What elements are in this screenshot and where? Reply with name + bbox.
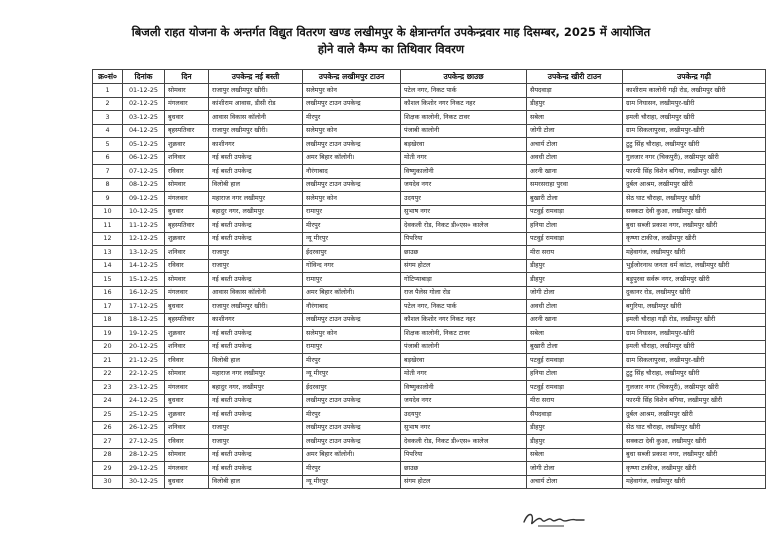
cell-lakhimpur-town: अमर बिहार कॉलोनी। [303,151,401,165]
cell-garhi: बगुरिया, लखीमपुर खीरी [623,300,766,314]
cell-serial: 7 [93,165,123,179]
cell-date: 30-12-25 [123,475,165,489]
cell-kheri-town: अरनी खाना [527,165,623,179]
cell-nai-basti: बहादुर नगर, लखीमपुर [209,205,303,219]
cell-lakhimpur-town: अमर बिहार कॉलोनी। [303,448,401,462]
cell-nai-basti: आवास विकास कॉलोनी [209,111,303,125]
cell-serial: 28 [93,448,123,462]
cell-date: 23-12-25 [123,381,165,395]
cell-date: 05-12-25 [123,138,165,152]
cell-nai-basti: नई बस्ती उपकेन्द्र [209,448,303,462]
cell-date: 08-12-25 [123,178,165,192]
camp-schedule-table [92,69,766,489]
table-row [93,84,766,98]
cell-lakhimpur-town: मीरपुर [303,462,401,476]
cell-serial: 30 [93,475,123,489]
cell-kheri-town: पटवुई रामवाड़ा [527,205,623,219]
cell-nai-basti: नई बस्ती उपकेन्द्र [209,151,303,165]
cell-chhauchh: शिक्षक कालोनी, निकट टावर [401,111,527,125]
cell-chhauchh: कौशल किशोर नगर निकट नहर [401,97,527,111]
cell-serial: 4 [93,124,123,138]
cell-serial: 19 [93,327,123,341]
cell-lakhimpur-town: लखीमपुर टाउन उपकेन्द्र [303,394,401,408]
cell-date: 11-12-25 [123,219,165,233]
cell-lakhimpur-town: लखीमपुर टाउन उपकेन्द्र [303,178,401,192]
cell-garhi: बड़ूपुरवा सर्वरू नगर, लखीमपुर खीरी [623,273,766,287]
cell-lakhimpur-town: न्यू मीरपुर [303,232,401,246]
cell-date: 24-12-25 [123,394,165,408]
cell-date: 19-12-25 [123,327,165,341]
cell-chhauchh: छाउछ [401,246,527,260]
cell-garhi: इमली चौराहा, लखीमपुर खीरी [623,111,766,125]
cell-nai-basti: काशीनगर [209,313,303,327]
cell-nai-basti: महाराज नगर लखीमपुर [209,367,303,381]
table-row [93,205,766,219]
cell-serial: 26 [93,421,123,435]
table-row [93,340,766,354]
cell-kheri-town: हनिया टोला [527,367,623,381]
cell-kheri-town: डीहपुर [527,97,623,111]
table-row [93,354,766,368]
cell-nai-basti: राजापुर [209,421,303,435]
cell-kheri-town: सैयदवाड़ा [527,84,623,98]
cell-chhauchh: सुभाष नगर [401,421,527,435]
title-line-2: होने वाले कैम्प का तिथिवार विवरण [317,42,465,56]
cell-garhi: गुलजार नगर (चिकपुरी), लखीमपुर खीरी [623,151,766,165]
table-row [93,408,766,422]
cell-date: 25-12-25 [123,408,165,422]
cell-serial: 8 [93,178,123,192]
cell-garhi: ग्राम निघासन, लखीमपुर-खीरी [623,327,766,341]
cell-garhi: ग्राम सिकलापुरवा, लखीमपुर-खीरी [623,124,766,138]
cell-garhi: कृष्णा टाकीज, लखीमपुर खीरी [623,462,766,476]
cell-lakhimpur-town: मीरपुर [303,219,401,233]
cell-chhauchh: पंजाबी कालोनी [401,124,527,138]
cell-garhi: टुटु सिंह चौराहा, लखीमपुर खीरी [623,367,766,381]
cell-date: 07-12-25 [123,165,165,179]
cell-garhi: महेवागंज, लखीमपुर खीरी [623,475,766,489]
cell-day: शनिवार [165,246,209,260]
cell-day: शुक्रवार [165,138,209,152]
cell-serial: 22 [93,367,123,381]
cell-nai-basti: राजापुर [209,259,303,273]
cell-serial: 2 [93,97,123,111]
cell-serial: 1 [93,84,123,98]
cell-day: मंगलवार [165,462,209,476]
cell-chhauchh: पिपरिया [401,232,527,246]
cell-kheri-town: सबेला [527,111,623,125]
cell-lakhimpur-town: सलेमपुर कोन [303,84,401,98]
cell-serial: 21 [93,354,123,368]
cell-nai-basti: नई बस्ती उपकेन्द्र [209,462,303,476]
cell-date: 26-12-25 [123,421,165,435]
cell-chhauchh: पिपरिया [401,448,527,462]
cell-chhauchh: उदयपुर [401,408,527,422]
table-row [93,300,766,314]
cell-day: बृहस्पतिवार [165,219,209,233]
cell-chhauchh: सुभाष नगर [401,205,527,219]
cell-lakhimpur-town: रामापुर [303,205,401,219]
cell-day: शुक्रवार [165,327,209,341]
cell-day: सोमवार [165,367,209,381]
cell-garhi: ग्राम सिकलापुरवा, लखीमपुर-खीरी [623,354,766,368]
table-row [93,178,766,192]
header-date: दिनांक [123,70,165,84]
cell-chhauchh: जयदेव नगर [401,394,527,408]
cell-nai-basti: नई बस्ती उपकेन्द्र [209,408,303,422]
cell-lakhimpur-town: मीरपुर [303,408,401,422]
cell-day: रविवार [165,354,209,368]
cell-serial: 20 [93,340,123,354]
cell-date: 10-12-25 [123,205,165,219]
cell-day: रविवार [165,259,209,273]
cell-serial: 10 [93,205,123,219]
cell-day: रविवार [165,165,209,179]
cell-day: बुधवार [165,111,209,125]
header-lakhimpur-town: उपकेन्द्र लखीमपुर टाउन [303,70,401,84]
table-row [93,124,766,138]
cell-serial: 3 [93,111,123,125]
cell-kheri-town: मीरा सराय [527,394,623,408]
cell-kheri-town: जोगी टोला [527,462,623,476]
table-row [93,138,766,152]
cell-kheri-town: पटवुई रामवाड़ा [527,381,623,395]
cell-kheri-town: सबेला [527,448,623,462]
cell-serial: 6 [93,151,123,165]
cell-garhi: सक्कटा देवी कुआ, लखीमपुर खीरी [623,205,766,219]
cell-lakhimpur-town: मीरपुर [303,354,401,368]
cell-chhauchh: मोती नगर [401,151,527,165]
cell-kheri-town: मीरा सराय [527,246,623,260]
cell-lakhimpur-town: ईदरवापुर [303,246,401,260]
cell-day: बुधवार [165,205,209,219]
cell-chhauchh: पटेल नगर, निकट पार्क [401,300,527,314]
cell-serial: 23 [93,381,123,395]
cell-kheri-town: डीहपुर [527,421,623,435]
cell-kheri-town: अवधी टोला [527,300,623,314]
cell-chhauchh: विष्णुकालोनी [401,165,527,179]
cell-kheri-town: जोगी टोला [527,124,623,138]
cell-serial: 17 [93,300,123,314]
cell-day: बृहस्पतिवार [165,124,209,138]
cell-nai-basti: नई बस्ती उपकेन्द्र [209,273,303,287]
cell-lakhimpur-town: लखीमपुर टाउन उपकेन्द्र [303,138,401,152]
cell-chhauchh: संगम होटल [401,475,527,489]
header-chhauchh: उपकेन्द्र छाउछ [401,70,527,84]
table-row [93,475,766,489]
cell-chhauchh: उदयपुर [401,192,527,206]
cell-date: 09-12-25 [123,192,165,206]
cell-chhauchh: देवकली रोड, निकट डी०एस० कालेज [401,219,527,233]
cell-serial: 12 [93,232,123,246]
cell-date: 20-12-25 [123,340,165,354]
table-row [93,232,766,246]
cell-nai-basti: राजापुर [209,435,303,449]
cell-day: सोमवार [165,448,209,462]
cell-chhauchh: पटेल नगर, निकट पार्क [401,84,527,98]
cell-garhi: इमली चौराहा, लखीमपुर खीरी [623,340,766,354]
cell-lakhimpur-town: लखीमपुर टाउन उपकेन्द्र [303,435,401,449]
cell-kheri-town: बुखारी टोला [527,340,623,354]
cell-garhi: ग्राम निघासन, लखीमपुर-खीरी [623,97,766,111]
cell-lakhimpur-town: नौरंगाबाद [303,165,401,179]
cell-nai-basti: नई बस्ती उपकेन्द्र [209,394,303,408]
table-row [93,435,766,449]
cell-lakhimpur-town: सलेमपुर कोन [303,124,401,138]
cell-nai-basti: राजापुर [209,246,303,260]
cell-nai-basti: नई बस्ती उपकेन्द्र [209,327,303,341]
cell-serial: 25 [93,408,123,422]
cell-chhauchh: विष्णुकालोनी [401,381,527,395]
cell-kheri-town: सैयदवाड़ा [527,408,623,422]
cell-lakhimpur-town: रामापुर [303,340,401,354]
cell-day: बुधवार [165,394,209,408]
cell-kheri-town: डीहपुर [527,435,623,449]
cell-chhauchh: मोती नगर [401,367,527,381]
cell-serial: 16 [93,286,123,300]
cell-day: मंगलवार [165,97,209,111]
cell-nai-basti: काशीनगर [209,138,303,152]
cell-day: शनिवार [165,421,209,435]
cell-chhauchh: छाउछ [401,462,527,476]
cell-date: 21-12-25 [123,354,165,368]
cell-day: बृहस्पतिवार [165,313,209,327]
cell-garhi: बुधा सब्जी प्रकाश नगर, लखीमपुर खीरी [623,448,766,462]
cell-chhauchh: देवकली रोड, निकट डी०एस० कालेज [401,435,527,449]
cell-lakhimpur-town: लखीमपुर टाउन उपकेन्द्र [303,97,401,111]
cell-nai-basti: कांशीराम आवास, डीसी रोड [209,97,303,111]
cell-lakhimpur-town: सलेमपुर कोन [303,327,401,341]
cell-lakhimpur-town: न्यू मीरपुर [303,367,401,381]
cell-serial: 18 [93,313,123,327]
cell-nai-basti: राजापुर लखीमपुर खीरी। [209,300,303,314]
cell-kheri-town: पटवुई रामवाड़ा [527,232,623,246]
cell-day: शनिवार [165,151,209,165]
title-line-1: बिजली राहत योजना के अन्तर्गत विद्युत वितरण खण्ड लखीमपुर के क्षेत्रान्तर्गत उपकेन्द्रवार माह दिसम्बर, 2025 में आयोजित [131,25,651,39]
cell-kheri-town: बुखारी टोला [527,192,623,206]
cell-date: 16-12-25 [123,286,165,300]
cell-day: सोमवार [165,178,209,192]
table-row [93,421,766,435]
cell-date: 18-12-25 [123,313,165,327]
cell-date: 06-12-25 [123,151,165,165]
table-row [93,367,766,381]
header-garhi: उपकेन्द्र गढ़ी [623,70,766,84]
cell-garhi: गुलजार नगर (चिकपुरी), लखीमपुर खीरी [623,381,766,395]
cell-kheri-town: पटवुई रामवाड़ा [527,354,623,368]
cell-day: बुधवार [165,300,209,314]
cell-garhi: भुईंजोरनाथ जनता धर्म कांटा, लखीमपुर खीरी [623,259,766,273]
cell-garhi: दुर्बल आश्रम, लखीमपुर खीरी [623,408,766,422]
cell-kheri-town: सबेला [527,327,623,341]
cell-garhi: सेठ घाट चौराहा, लखीमपुर खीरी [623,421,766,435]
cell-kheri-town: डीहपुर [527,259,623,273]
cell-day: शुक्रवार [165,232,209,246]
cell-date: 22-12-25 [123,367,165,381]
cell-date: 14-12-25 [123,259,165,273]
cell-garhi: कृष्णा टाकीज, लखीमपुर खीरी [623,232,766,246]
cell-day: मंगलवार [165,192,209,206]
cell-serial: 29 [93,462,123,476]
cell-chhauchh: संगम होटल [401,259,527,273]
cell-nai-basti: राजापुर लखीमपुर खीरी। [209,124,303,138]
table-row [93,394,766,408]
table-row [93,246,766,260]
cell-day: बुधवार [165,475,209,489]
cell-garhi: दुर्बल आश्रम, लखीमपुर खीरी [623,178,766,192]
cell-kheri-town: अरनी खाना [527,313,623,327]
table-row [93,286,766,300]
cell-lakhimpur-town: लखीमपुर टाउन उपकेन्द्र [303,313,401,327]
cell-chhauchh: गोटिप्याबाड़ा [401,273,527,287]
header-row [93,70,766,84]
cell-kheri-town: डीहपुर [527,273,623,287]
table-row [93,111,766,125]
cell-chhauchh: शिक्षक कालोनी, निकट टावर [401,327,527,341]
cell-nai-basti: महाराज नगर लखीमपुर [209,192,303,206]
cell-garhi: फारमी सिंह विशेन बगिया, लखीमपुर खीरी [623,165,766,179]
cell-chhauchh: बड़खेरवा [401,138,527,152]
cell-date: 12-12-25 [123,232,165,246]
cell-nai-basti: नई बस्ती उपकेन्द्र [209,232,303,246]
cell-lakhimpur-town: न्यू मीरपुर [303,475,401,489]
cell-nai-basti: नई बस्ती उपकेन्द्र [209,165,303,179]
table-row [93,313,766,327]
cell-lakhimpur-town: मीरपुर [303,111,401,125]
cell-date: 27-12-25 [123,435,165,449]
cell-nai-basti: बहादुर नगर, लखीमपुर [209,381,303,395]
cell-day: शुक्रवार [165,408,209,422]
cell-garhi: टुटु सिंह चौराहा, लखीमपुर खीरी [623,138,766,152]
table-row [93,462,766,476]
cell-day: मंगलवार [165,381,209,395]
cell-chhauchh: राज पैलेस गोला रोड [401,286,527,300]
header-serial: क्र०सं० [93,70,123,84]
header-day: दिन [165,70,209,84]
cell-serial: 15 [93,273,123,287]
cell-date: 01-12-25 [123,84,165,98]
cell-date: 29-12-25 [123,462,165,476]
cell-day: सोमवार [165,273,209,287]
table-row [93,151,766,165]
cell-lakhimpur-town: नौरंगाबाद [303,300,401,314]
cell-garhi: बुधा सब्जी प्रकाश नगर, लखीमपुर खीरी [623,219,766,233]
cell-day: सोमवार [165,84,209,98]
cell-date: 02-12-25 [123,97,165,111]
cell-lakhimpur-town: ईदरवापुर [303,381,401,395]
cell-date: 13-12-25 [123,246,165,260]
cell-lakhimpur-town: लखीमपुर टाउन उपकेन्द्र [303,421,401,435]
cell-garhi: इमली चौराहा गढ़ी रोड, लखीमपुर खीरी [623,313,766,327]
cell-serial: 14 [93,259,123,273]
cell-garhi: फारमी सिंह विशेन बगिया, लखीमपुर खीरी [623,394,766,408]
cell-serial: 11 [93,219,123,233]
cell-date: 04-12-25 [123,124,165,138]
cell-garhi: दुकानर रोड, लखीमपुर खीरी [623,286,766,300]
table-row [93,165,766,179]
cell-nai-basti: विलोबी हाल [209,178,303,192]
cell-day: मंगलवार [165,286,209,300]
table-row [93,97,766,111]
cell-lakhimpur-town: गोविन्द नगर [303,259,401,273]
table-row [93,448,766,462]
cell-nai-basti: राजापुर लखीमपुर खीरी। [209,84,303,98]
cell-day: शनिवार [165,340,209,354]
table-row [93,259,766,273]
table-row [93,273,766,287]
cell-serial: 9 [93,192,123,206]
cell-nai-basti: नई बस्ती उपकेन्द्र [209,219,303,233]
cell-lakhimpur-town: अमर बिहार कॉलोनी। [303,286,401,300]
cell-garhi: सेठ घाट चौराहा, लखीमपुर खीरी [623,192,766,206]
header-nai-basti: उपकेन्द्र नई बस्ती [209,70,303,84]
cell-kheri-town: अचार्य टोला [527,475,623,489]
cell-chhauchh: पंजाबी कालोनी [401,340,527,354]
cell-garhi: महेवागंज, लखीमपुर खीरी [623,246,766,260]
table-row [93,192,766,206]
document-title [60,24,722,58]
header-kheri-town: उपकेन्द्र खीरी टाउन [527,70,623,84]
cell-date: 03-12-25 [123,111,165,125]
cell-garhi: काशीराम कालोनी गढ़ी रोड, लखीमपुर खीरी [623,84,766,98]
cell-chhauchh: बड़खेरवा [401,354,527,368]
cell-kheri-town: जोगी टोला [527,286,623,300]
cell-kheri-town: अचार्य टोला [527,138,623,152]
cell-date: 28-12-25 [123,448,165,462]
signature-mark [520,508,590,532]
cell-day: रविवार [165,435,209,449]
cell-serial: 13 [93,246,123,260]
cell-serial: 27 [93,435,123,449]
cell-kheri-town: हनिया टोला [527,219,623,233]
table-row [93,219,766,233]
cell-nai-basti: आवास विकास कॉलोनी [209,286,303,300]
table-row [93,327,766,341]
cell-lakhimpur-town: सलेमपुर कोन [303,192,401,206]
cell-date: 17-12-25 [123,300,165,314]
table-row [93,381,766,395]
cell-kheri-town: अवधी टोला [527,151,623,165]
cell-serial: 24 [93,394,123,408]
cell-nai-basti: विलोबी हाल [209,354,303,368]
cell-chhauchh: जयदेव नगर [401,178,527,192]
cell-chhauchh: कौशल किशोर नगर निकट नहर [401,313,527,327]
cell-kheri-town: समरसराहा पुरवा [527,178,623,192]
cell-garhi: सक्कटा देवी कुआ, लखीमपुर खीरी [623,435,766,449]
cell-nai-basti: नई बस्ती उपकेन्द्र [209,340,303,354]
cell-nai-basti: विलोबी हाल [209,475,303,489]
cell-lakhimpur-town: रामापुर [303,273,401,287]
cell-serial: 5 [93,138,123,152]
cell-date: 15-12-25 [123,273,165,287]
